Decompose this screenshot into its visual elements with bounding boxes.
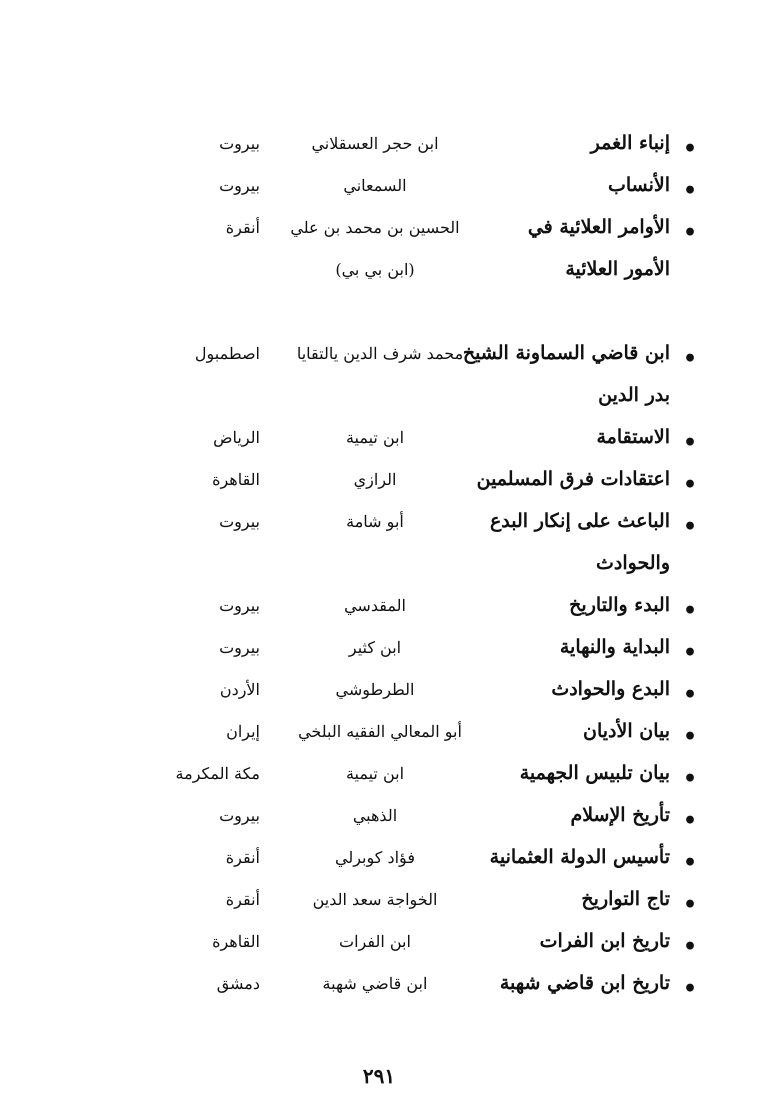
bullet: • bbox=[682, 892, 698, 918]
entry-title: اعتقادات فرق المسلمين bbox=[476, 468, 670, 490]
entry-city: الرياض bbox=[213, 428, 260, 447]
entry-author: ابن حجر العسقلاني bbox=[311, 134, 439, 153]
bibliography-entry bbox=[0, 468, 758, 508]
bullet: • bbox=[682, 766, 698, 792]
bibliography-entry bbox=[0, 174, 758, 214]
entry-city: القاهرة bbox=[212, 470, 260, 489]
entry-author: ابن تيمية bbox=[345, 764, 405, 783]
bibliography-entry bbox=[0, 594, 758, 634]
entry-city: بيروت bbox=[219, 806, 260, 825]
entry-city: أنقرة bbox=[225, 218, 260, 237]
entry-city: بيروت bbox=[219, 596, 260, 615]
entry-title: البدع والحوادث bbox=[551, 678, 670, 700]
entry-author: السمعاني bbox=[343, 176, 407, 195]
entry-city: بيروت bbox=[219, 512, 260, 531]
bullet: • bbox=[682, 220, 698, 246]
bullet: • bbox=[682, 724, 698, 750]
entry-city: القاهرة bbox=[212, 932, 260, 951]
entry-title: ابن قاضي السماونة الشيخ bbox=[462, 342, 670, 364]
entry-city: بيروت bbox=[219, 134, 260, 153]
bibliography-entry bbox=[0, 804, 758, 844]
entry-city: إيران bbox=[226, 722, 260, 741]
entry-city: مكة المكرمة bbox=[175, 764, 260, 783]
entry-title: الأوامر العلائية في bbox=[527, 216, 670, 238]
bullet: • bbox=[682, 430, 698, 456]
entry-author: ابن كثير bbox=[348, 638, 402, 657]
entry-title: الاستقامة bbox=[596, 426, 670, 448]
bibliography-entry bbox=[0, 720, 758, 760]
bibliography-entry bbox=[0, 426, 758, 466]
entry-author: المقدسي bbox=[344, 596, 406, 615]
entry-title: تاريخ ابن قاضي شهبة bbox=[499, 972, 670, 994]
bullet: • bbox=[682, 598, 698, 624]
entry-city: الأردن bbox=[219, 680, 260, 699]
bibliography-entry bbox=[0, 636, 758, 676]
bullet: • bbox=[682, 640, 698, 666]
bullet: • bbox=[682, 976, 698, 1002]
entry-title: تأسيس الدولة العثمانية bbox=[489, 846, 670, 868]
bibliography-entry bbox=[0, 888, 758, 928]
bullet: • bbox=[682, 178, 698, 204]
bullet: • bbox=[682, 346, 698, 372]
entry-title: الباعث على إنكار البدع bbox=[489, 510, 670, 532]
entry-city: اصطمبول bbox=[194, 344, 260, 363]
entry-author: محمد شرف الدين يالتقايا bbox=[296, 344, 464, 363]
entry-title: إنباء الغمر bbox=[590, 132, 670, 154]
entry-author: الطرطوشي bbox=[335, 680, 415, 699]
entry-title: تأريخ الإسلام bbox=[570, 804, 670, 826]
entry-city: أنقرة bbox=[225, 848, 260, 867]
bibliography-entry bbox=[0, 510, 758, 550]
bullet: • bbox=[682, 850, 698, 876]
bibliography-entry bbox=[0, 132, 758, 172]
entry-title: تاج التواريخ bbox=[581, 888, 670, 910]
entry-author: ابن الفرات bbox=[339, 932, 411, 951]
bullet: • bbox=[682, 682, 698, 708]
entry-author: الذهبي bbox=[352, 806, 398, 825]
entry-title-line2: بدر الدين bbox=[598, 384, 670, 406]
bibliography-entry bbox=[0, 678, 758, 718]
entry-author: ابن قاضي شهبة bbox=[322, 974, 428, 993]
entry-author: أبو المعالي الفقيه البلخي bbox=[298, 722, 462, 741]
bibliography-entry bbox=[0, 930, 758, 970]
bibliography-entry-continuation bbox=[0, 384, 758, 424]
bibliography-entry bbox=[0, 216, 758, 256]
entry-title-line2: والحوادث bbox=[596, 552, 670, 574]
entry-title: الأنساب bbox=[607, 174, 670, 196]
entry-author-line2: (ابن بي بي) bbox=[335, 260, 415, 279]
entry-title: بيان الأديان bbox=[583, 720, 670, 742]
entry-title: بيان تلبيس الجهمية bbox=[519, 762, 670, 784]
entry-author: الخواجة سعد الدين bbox=[312, 890, 438, 909]
bibliography-entry bbox=[0, 846, 758, 886]
entry-city: أنقرة bbox=[225, 890, 260, 909]
bullet: • bbox=[682, 514, 698, 540]
entry-title: تاريخ ابن الفرات bbox=[539, 930, 670, 952]
entry-author: ابن تيمية bbox=[345, 428, 405, 447]
entry-city: دمشق bbox=[216, 974, 260, 993]
bullet: • bbox=[682, 472, 698, 498]
bullet: • bbox=[682, 934, 698, 960]
entry-title: البدء والتاريخ bbox=[569, 594, 670, 616]
bibliography-entry bbox=[0, 762, 758, 802]
bibliography-entry-continuation bbox=[0, 258, 758, 298]
entry-author: أبو شامة bbox=[346, 512, 404, 531]
entry-author: الرازي bbox=[353, 470, 397, 489]
entry-author: الحسين بن محمد بن علي bbox=[290, 218, 460, 237]
bibliography-entry bbox=[0, 342, 758, 382]
entry-title-line2: الأمور العلائية bbox=[565, 258, 670, 280]
bibliography-entry bbox=[0, 972, 758, 1012]
bullet: • bbox=[682, 136, 698, 162]
bullet: • bbox=[682, 808, 698, 834]
entry-city: بيروت bbox=[219, 176, 260, 195]
entry-author: فؤاد كوبرلي bbox=[335, 848, 415, 867]
entry-city: بيروت bbox=[219, 638, 260, 657]
entry-title: البداية والنهاية bbox=[559, 636, 670, 658]
bibliography-entry-continuation bbox=[0, 552, 758, 592]
page-number: ٢٩١ bbox=[362, 1064, 396, 1088]
